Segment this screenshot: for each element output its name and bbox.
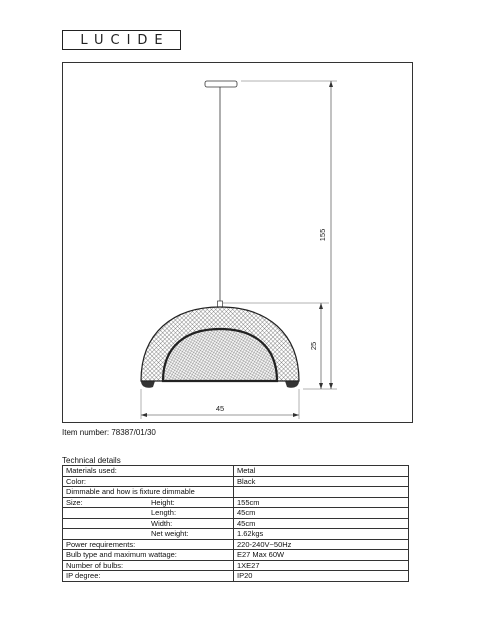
spec-value: 45cm [234,518,409,529]
spec-value: 1.62kgs [234,529,409,540]
spec-label: IP degree: [63,571,234,582]
ceiling-canopy [205,81,237,87]
table-row [63,571,409,582]
spec-sublabel: Length: [63,508,234,519]
spec-sublabel: Height: [151,497,175,507]
spec-label: Number of bulbs: [63,560,234,571]
table-row [63,539,409,550]
product-drawing [62,62,413,423]
table-row [63,508,409,519]
spec-value: 45cm [234,508,409,519]
pendant-lamp-drawing [63,63,414,424]
spec-value: E27 Max 60W [234,550,409,561]
brand-logo-text: LUCIDE [80,32,170,48]
spec-label: Color: [63,476,234,487]
spec-sublabel: Width: [63,518,234,529]
technical-details-title: Technical details [62,456,121,465]
spec-label [63,497,234,508]
dim-total-height-label: 155 [318,228,327,242]
spec-value: IP20 [234,571,409,582]
brand-logo [62,30,181,50]
dim-shade-height-label: 25 [309,341,318,351]
spec-value: 155cm [234,497,409,508]
spec-value: Black [234,476,409,487]
table-row [63,560,409,571]
spec-value: 1XE27 [234,560,409,571]
spec-label: Power requirements: [63,539,234,550]
table-row [63,466,409,477]
dim-diameter-label: 45 [215,404,225,413]
table-row [63,518,409,529]
table-row [63,550,409,561]
item-number: Item number: 78387/01/30 [62,428,156,437]
table-row [63,529,409,540]
spec-label: Dimmable and how is fixture dimmable [63,487,234,498]
spec-label-text: Size: [66,497,83,507]
technical-details-table [62,465,409,582]
table-row [63,487,409,498]
spec-value [234,487,409,498]
spec-value: Metal [234,466,409,477]
spec-sublabel: Net weight: [63,529,234,540]
table-row [63,476,409,487]
spec-value: 220-240V~50Hz [234,539,409,550]
spec-label: Bulb type and maximum wattage: [63,550,234,561]
table-row [63,497,409,508]
spec-label: Materials used: [63,466,234,477]
